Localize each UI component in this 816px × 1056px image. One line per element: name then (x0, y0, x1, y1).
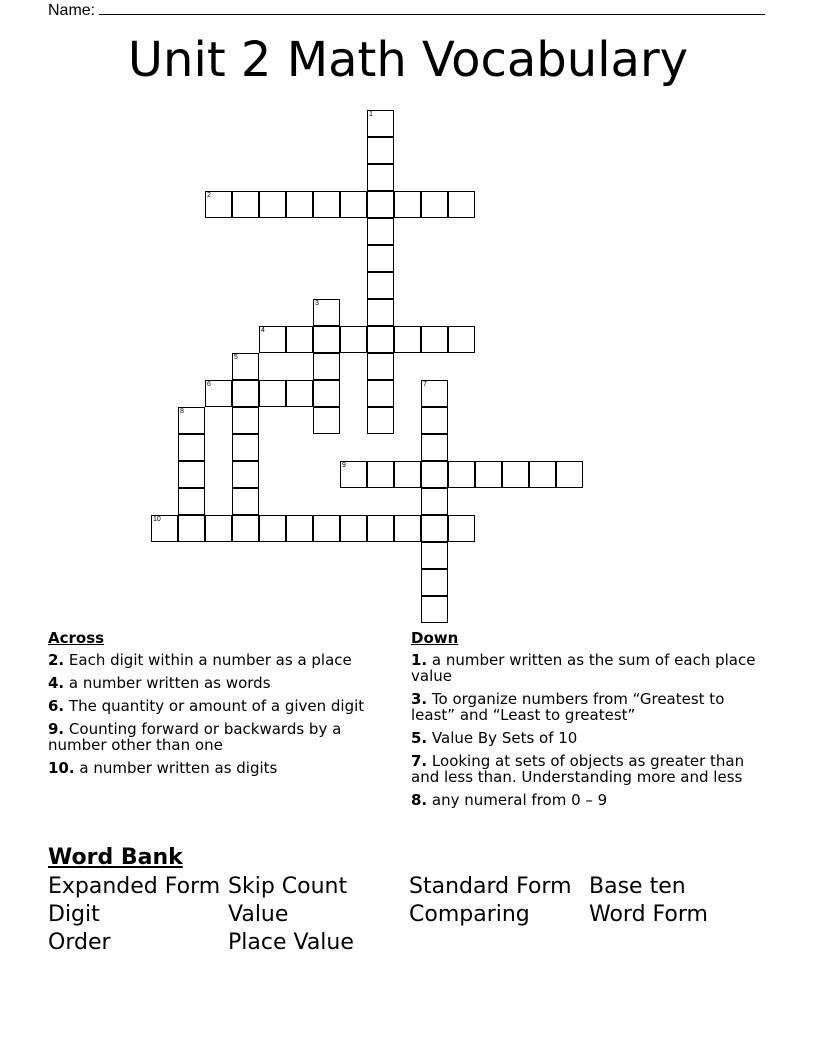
crossword-cell[interactable] (178, 515, 205, 542)
across-clue: 4. a number written as words (48, 674, 271, 692)
crossword-cell[interactable] (502, 461, 529, 488)
crossword-cell[interactable] (313, 353, 340, 380)
crossword-cell[interactable] (448, 461, 475, 488)
crossword-cell[interactable] (421, 488, 448, 515)
crossword-cell[interactable] (286, 191, 313, 218)
crossword-cell[interactable] (232, 380, 259, 407)
clue-number: 8 (180, 408, 184, 415)
crossword-cell[interactable] (232, 488, 259, 515)
clue-number: 2 (207, 192, 211, 199)
across-heading: Across (48, 629, 105, 647)
across-clues (48, 630, 393, 783)
crossword-cell[interactable] (421, 461, 448, 488)
crossword-cell[interactable] (367, 164, 394, 191)
page-title: Unit 2 Math Vocabulary (127, 32, 689, 88)
crossword-cell[interactable] (232, 434, 259, 461)
crossword-cell[interactable] (340, 515, 367, 542)
crossword-cell[interactable] (286, 326, 313, 353)
down-clues (411, 630, 771, 815)
crossword-cell[interactable] (367, 380, 394, 407)
crossword-cell[interactable] (475, 461, 502, 488)
crossword-cell[interactable] (205, 380, 232, 407)
down-clue: 8. any numeral from 0 – 9 (411, 791, 608, 809)
down-clue: 7. Looking at sets of objects as greater than and less than. Understanding more and less (411, 752, 745, 786)
clue-number: 9 (342, 462, 346, 469)
crossword-cell[interactable] (367, 110, 394, 137)
crossword-cell[interactable] (421, 542, 448, 569)
name-label: Name: (48, 2, 96, 19)
crossword-cell[interactable] (367, 407, 394, 434)
crossword-cell[interactable] (313, 407, 340, 434)
crossword-cell[interactable] (367, 218, 394, 245)
crossword-cell[interactable] (286, 380, 313, 407)
down-heading: Down (411, 629, 459, 647)
crossword-cell[interactable] (394, 191, 421, 218)
word-bank-item: Expanded Form (48, 874, 221, 899)
crossword-cell[interactable] (448, 515, 475, 542)
word-bank-item: Base ten (589, 874, 686, 899)
crossword-cell[interactable] (421, 407, 448, 434)
clue-number: 7 (423, 381, 427, 388)
crossword-cell[interactable] (313, 380, 340, 407)
crossword-cell[interactable] (367, 272, 394, 299)
crossword-cell[interactable] (367, 461, 394, 488)
word-bank-heading: Word Bank (48, 845, 183, 870)
crossword-cell[interactable] (367, 326, 394, 353)
crossword-cell[interactable] (448, 191, 475, 218)
crossword-cell[interactable] (367, 515, 394, 542)
word-bank-item: Place Value (228, 930, 354, 955)
down-clue: 5. Value By Sets of 10 (411, 729, 578, 747)
crossword-cell[interactable] (394, 461, 421, 488)
crossword-cell[interactable] (286, 515, 313, 542)
crossword-cell[interactable] (421, 326, 448, 353)
word-bank-item: Order (48, 930, 111, 955)
crossword-cell[interactable] (232, 515, 259, 542)
across-clue: 9. Counting forward or backwards by a number other than one (48, 720, 342, 754)
crossword-cell[interactable] (421, 380, 448, 407)
across-clue: 10. a number written as digits (48, 759, 278, 777)
word-bank-item: Skip Count (228, 874, 348, 899)
crossword-cell[interactable] (232, 353, 259, 380)
crossword-cell[interactable] (367, 245, 394, 272)
crossword-cell[interactable] (421, 596, 448, 623)
crossword-cell[interactable] (232, 461, 259, 488)
crossword-cell[interactable] (367, 299, 394, 326)
across-clue: 6. The quantity or amount of a given digit (48, 697, 365, 715)
crossword-cell[interactable] (259, 326, 286, 353)
clue-number: 5 (234, 354, 238, 361)
crossword-cell[interactable] (340, 191, 367, 218)
crossword-cell[interactable] (448, 326, 475, 353)
crossword-cell[interactable] (421, 434, 448, 461)
word-bank-item: Word Form (589, 902, 708, 927)
crossword-cell[interactable] (394, 515, 421, 542)
word-bank-item: Digit (48, 902, 100, 927)
crossword-cell[interactable] (421, 569, 448, 596)
crossword-cell[interactable] (205, 191, 232, 218)
crossword-cell[interactable] (367, 137, 394, 164)
word-bank-item: Standard Form (409, 874, 572, 899)
crossword-cell[interactable] (340, 461, 367, 488)
clue-number: 6 (207, 381, 211, 388)
crossword-cell[interactable] (367, 353, 394, 380)
clue-number: 4 (261, 327, 265, 334)
clue-number: 1 (369, 111, 373, 118)
crossword-cell[interactable] (259, 515, 286, 542)
clue-number: 3 (315, 300, 319, 307)
crossword-cell[interactable] (556, 461, 583, 488)
crossword-cell[interactable] (340, 326, 367, 353)
crossword-cell[interactable] (151, 515, 178, 542)
crossword-cell[interactable] (394, 326, 421, 353)
crossword-cell[interactable] (313, 191, 340, 218)
crossword-cell[interactable] (259, 191, 286, 218)
down-clue: 3. To organize numbers from “Greatest to least” and “Least to greatest” (411, 690, 725, 724)
down-clue: 1. a number written as the sum of each place value (411, 651, 756, 685)
crossword-cell[interactable] (232, 191, 259, 218)
crossword-cell[interactable] (178, 488, 205, 515)
word-bank-item: Comparing (409, 902, 530, 927)
crossword-cell[interactable] (178, 461, 205, 488)
crossword-cell[interactable] (313, 515, 340, 542)
crossword-cell[interactable] (529, 461, 556, 488)
across-clue: 2. Each digit within a number as a place (48, 651, 352, 669)
crossword-cell[interactable] (421, 191, 448, 218)
crossword-cell[interactable] (178, 407, 205, 434)
crossword-cell[interactable] (178, 434, 205, 461)
crossword-cell[interactable] (232, 407, 259, 434)
crossword-cell[interactable] (313, 326, 340, 353)
crossword-cell[interactable] (259, 380, 286, 407)
crossword-cell[interactable] (421, 515, 448, 542)
crossword-cell[interactable] (205, 515, 232, 542)
word-bank-item: Value (228, 902, 289, 927)
crossword-cell[interactable] (313, 299, 340, 326)
clue-number: 10 (153, 516, 161, 523)
crossword-cell[interactable] (367, 191, 394, 218)
